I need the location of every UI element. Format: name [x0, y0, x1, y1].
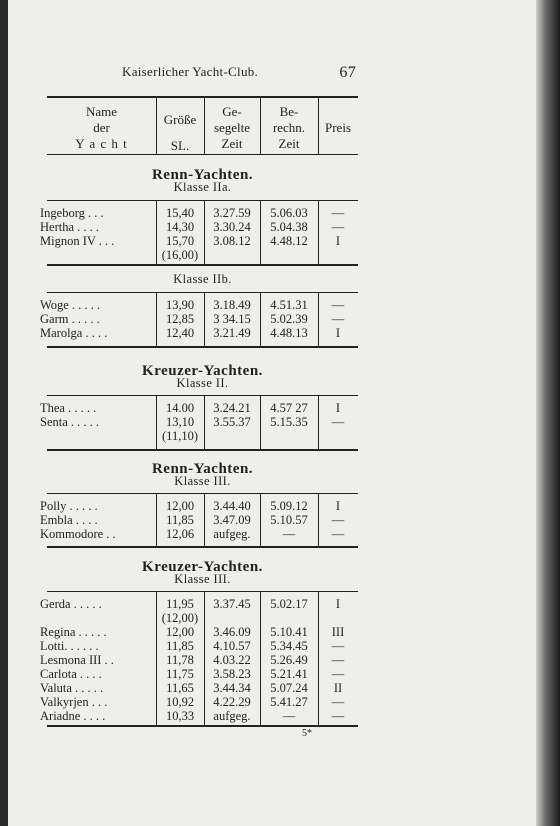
sailed-time: 4.03.22	[213, 653, 251, 667]
yacht-name: Ariadne . . . .	[40, 709, 106, 723]
size-value: 13,90	[165, 298, 195, 312]
section-top-rule	[47, 493, 358, 494]
calculated-time: 5.41.27	[270, 695, 308, 709]
size-value: 10,33	[165, 709, 195, 723]
prize-value: —	[331, 653, 345, 667]
yacht-name: Carlota . . . .	[40, 667, 102, 681]
yacht-name: Valuta . . . . .	[40, 681, 104, 695]
prize-value: I	[335, 499, 341, 513]
sailed-time: 3 34.15	[213, 312, 251, 326]
yacht-name: Regina . . . . .	[40, 625, 107, 639]
yacht-name: Ingeborg . . .	[40, 206, 104, 220]
calculated-time: 5.04.38	[270, 220, 308, 234]
size-value: 12,00	[165, 625, 195, 639]
section-bottom-rule	[47, 725, 358, 727]
section-class-text: Klasse III.	[174, 474, 231, 488]
yacht-name: Mignon IV . . .	[40, 234, 115, 248]
size-value: 11,85	[166, 513, 194, 527]
calculated-time: 4.48.12	[270, 234, 308, 248]
calculated-time: 5.15.35	[270, 415, 308, 429]
prize-value: —	[331, 667, 345, 681]
sailed-time: 3.47.09	[213, 513, 251, 527]
page-number: 67	[339, 64, 356, 81]
prize-value: I	[335, 597, 341, 611]
section-bottom-rule	[47, 546, 358, 548]
sailed-time: 3.08.12	[213, 234, 251, 248]
table-row	[0, 526, 528, 542]
size-value: 14.00	[165, 401, 195, 415]
column-header-sailed-time: Ge- segelte Zeit	[213, 104, 251, 151]
table-row	[0, 325, 528, 341]
calculated-time: 5.09.12	[270, 499, 308, 513]
size-value: (11,10)	[162, 429, 198, 443]
sailed-time: 3.55.37	[213, 415, 251, 429]
calculated-time: —	[282, 527, 296, 541]
calculated-time: —	[282, 709, 296, 723]
calculated-time: 5.06.03	[270, 206, 308, 220]
sailed-time: 3.46.09	[213, 625, 251, 639]
size-value: (16,00)	[161, 248, 199, 262]
sailed-time: 3.37.45	[213, 597, 251, 611]
section-bottom-rule	[47, 264, 358, 266]
section-class	[47, 272, 358, 287]
yacht-name: Senta . . . . .	[40, 415, 100, 429]
prize-value: I	[335, 401, 341, 415]
yacht-name: Lesmona III . .	[40, 653, 114, 667]
section-class-text: Klasse IIb.	[173, 272, 232, 286]
sailed-time: 3.21.49	[213, 326, 251, 340]
yacht-name: Polly . . . . .	[40, 499, 98, 513]
size-value: 11,78	[166, 653, 194, 667]
size-value: 11,85	[166, 639, 194, 653]
calculated-time: 5.21.41	[270, 667, 308, 681]
column-header-calculated-time: Be- rechn. Zeit	[272, 104, 306, 151]
sailed-time: aufgeg.	[213, 709, 251, 723]
calculated-time: 4.51.31	[270, 298, 308, 312]
section-title-text: Renn-Yachten.	[151, 461, 254, 477]
calculated-time: 5.10.57	[270, 513, 308, 527]
prize-value: —	[331, 695, 345, 709]
section-top-rule	[47, 292, 358, 293]
yacht-name: Gerda . . . . .	[40, 597, 102, 611]
section-title-text: Renn-Yachten.	[151, 167, 254, 183]
section-class	[47, 474, 358, 489]
sailed-time: 3.24.21	[213, 401, 251, 415]
calculated-time: 5.26.49	[270, 653, 308, 667]
size-value: 15,40	[165, 206, 195, 220]
table-top-rule	[47, 96, 358, 98]
prize-value: III	[331, 625, 345, 639]
prize-value: —	[331, 220, 345, 234]
section-top-rule	[47, 200, 358, 201]
size-value: 12,85	[165, 312, 195, 326]
prize-value: —	[331, 206, 345, 220]
prize-value: —	[331, 513, 345, 527]
calculated-time: 5.02.39	[270, 312, 308, 326]
prize-value: —	[331, 415, 345, 429]
calculated-time: 5.34.45	[270, 639, 308, 653]
sailed-time: 3.44.34	[213, 681, 251, 695]
section-class	[47, 572, 358, 587]
section-title-text: Kreuzer-Yachten.	[142, 559, 263, 575]
section-class-text: Klasse II.	[176, 376, 229, 390]
section-class-text: Klasse III.	[174, 572, 231, 586]
prize-value: I	[335, 234, 341, 248]
sailed-time: 3.44.40	[213, 499, 251, 513]
prize-value: —	[331, 527, 345, 541]
yacht-name: Garm . . . . .	[40, 312, 100, 326]
column-header-name: Name der Y a c h t	[75, 104, 128, 151]
sailed-time: 4.10.57	[213, 639, 251, 653]
sailed-time: 3.27.59	[213, 206, 251, 220]
sailed-time: 3.30.24	[213, 220, 251, 234]
size-value: 14,30	[165, 220, 195, 234]
size-value: 13,10	[165, 415, 195, 429]
section-bottom-rule	[47, 449, 358, 451]
prize-value: —	[331, 298, 345, 312]
table-row	[0, 247, 528, 263]
size-value: 11,95	[166, 597, 194, 611]
prize-value: II	[333, 681, 343, 695]
size-value: 12,40	[165, 326, 195, 340]
size-value: 15,70	[165, 234, 195, 248]
calculated-time: 5.07.24	[270, 681, 308, 695]
prize-value: I	[335, 326, 341, 340]
calculated-time: 4.57 27	[270, 401, 308, 415]
sailed-time: aufgeg.	[213, 527, 251, 541]
running-header: Kaiserlicher Yacht-Club.	[122, 64, 259, 79]
size-value: 12,06	[165, 527, 195, 541]
table-row	[0, 708, 528, 724]
prize-value: —	[331, 639, 345, 653]
size-value: (12,00)	[161, 611, 199, 625]
size-value: 10,92	[165, 695, 195, 709]
section-title-text: Kreuzer-Yachten.	[142, 363, 263, 379]
section-class	[47, 376, 358, 391]
signature-mark: 5*	[302, 728, 312, 739]
section-top-rule	[47, 591, 358, 592]
yacht-name: Thea . . . . .	[40, 401, 97, 415]
section-bottom-rule	[47, 346, 358, 348]
yacht-name: Hertha . . . .	[40, 220, 100, 234]
sailed-time: 3.58.23	[213, 667, 251, 681]
prize-value: —	[331, 709, 345, 723]
yacht-name: Kommodore . .	[40, 527, 116, 541]
yacht-name: Valkyrjen . . .	[40, 695, 108, 709]
section-class	[47, 180, 358, 195]
table-row	[0, 428, 528, 444]
size-value: 11,65	[166, 681, 194, 695]
size-value: 12,00	[165, 499, 195, 513]
yacht-name: Marolga . . . .	[40, 326, 108, 340]
section-top-rule	[47, 395, 358, 396]
section-class-text: Klasse IIa.	[173, 180, 232, 194]
calculated-time: 4.48.13	[270, 326, 308, 340]
calculated-time: 5.10.41	[270, 625, 308, 639]
size-value: 11,75	[166, 667, 194, 681]
yacht-name: Lotti. . . . . .	[40, 639, 99, 653]
prize-value: —	[331, 312, 345, 326]
column-header-size: Größe SL.	[163, 112, 197, 153]
page-edge	[536, 0, 560, 826]
yacht-name: Embla . . . .	[40, 513, 98, 527]
sailed-time: 4.22.29	[213, 695, 251, 709]
sailed-time: 3.18.49	[213, 298, 251, 312]
column-header-prize: Preis	[325, 120, 351, 135]
header-bottom-rule	[47, 154, 358, 155]
calculated-time: 5.02.17	[270, 597, 308, 611]
yacht-name: Woge . . . . .	[40, 298, 101, 312]
